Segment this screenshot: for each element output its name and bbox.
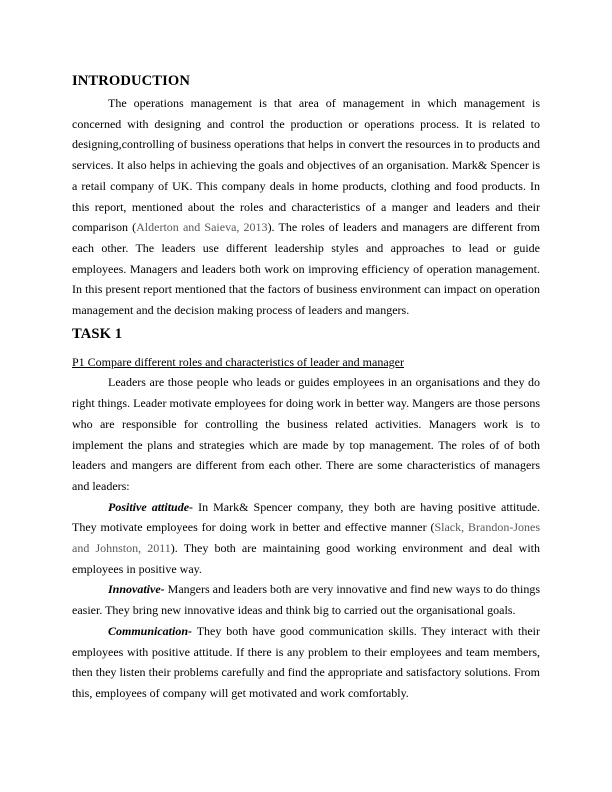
innovative-term: Innovative- xyxy=(108,582,165,597)
introduction-text-part-2: ). The roles of leaders and managers are different from each other. The leaders use different leadership styles and approaches to lead or guide employees. Managers and leaders both work on improving efficiency of operation management. In this present report mentioned that the factors of business environment can impact on operation management and the decision making process of leaders and mangers. xyxy=(72,220,541,318)
citation-slack: Slack, Brandon-Jones and Johnston, 2011 xyxy=(72,520,540,556)
innovative-text: Mangers and leaders both are very innovative and find new ways to do things easier. They bring new innovative ideas and think big to carried out the organisational goals. xyxy=(72,582,540,618)
positive-attitude-paragraph xyxy=(72,497,540,580)
introduction-text-part-1: The operations management is that area of management in which management is concerned with designing and control the production or operations process. It is related to designing,controlling of business operations that helps in convert the resources in to products and services. It also helps in achieving the goals and objectives of an organisation. Mark& Spencer is a retail company of UK. This company deals in home products, clothing and food products. In this report, mentioned about the roles and characteristics of a manger and leaders and their comparison ( xyxy=(72,96,540,235)
positive-attitude-text-part-2: ). They both are maintaining good working environment and deal with employees in positive way. xyxy=(72,541,540,576)
p1-subheading: P1 Compare different roles and characteristics of leader and manager xyxy=(72,354,404,369)
introduction-paragraph xyxy=(72,93,540,321)
communication-paragraph xyxy=(72,621,540,704)
task-1-heading: TASK 1 xyxy=(72,325,123,342)
innovative-paragraph xyxy=(72,579,540,620)
document-page xyxy=(72,72,540,704)
positive-attitude-term: Positive attitude- xyxy=(108,499,194,514)
communication-term: Communication- xyxy=(108,623,193,638)
introduction-heading: INTRODUCTION xyxy=(72,73,190,89)
positive-attitude-text-part-1: In Mark& Spencer company, they both are having positive attitude. They motivate employees for doing work in better and effective manner ( xyxy=(72,499,540,535)
citation-alderton: Alderton and Saieva, 2013 xyxy=(136,220,268,235)
leaders-managers-paragraph: Leaders are those people who leads or guides employees in an organisations and they do right things. Leader motivate employees for doing work in better way. Mangers are those persons who are responsible for controlling the business related activities. Managers work is to implement the plans and strategies which are made by top management. The roles of of both leaders and mangers are different from each other. There are some characteristics of managers and leaders: xyxy=(72,375,540,493)
communication-text: They both have good communication skills. They interact with their employees with positive attitude. If there is any problem to their employees and team members, then they listen their problems carefully and find the appropriate and satisfactory solutions. From this, employees of company will get motivated and work comfortably. xyxy=(72,623,540,700)
